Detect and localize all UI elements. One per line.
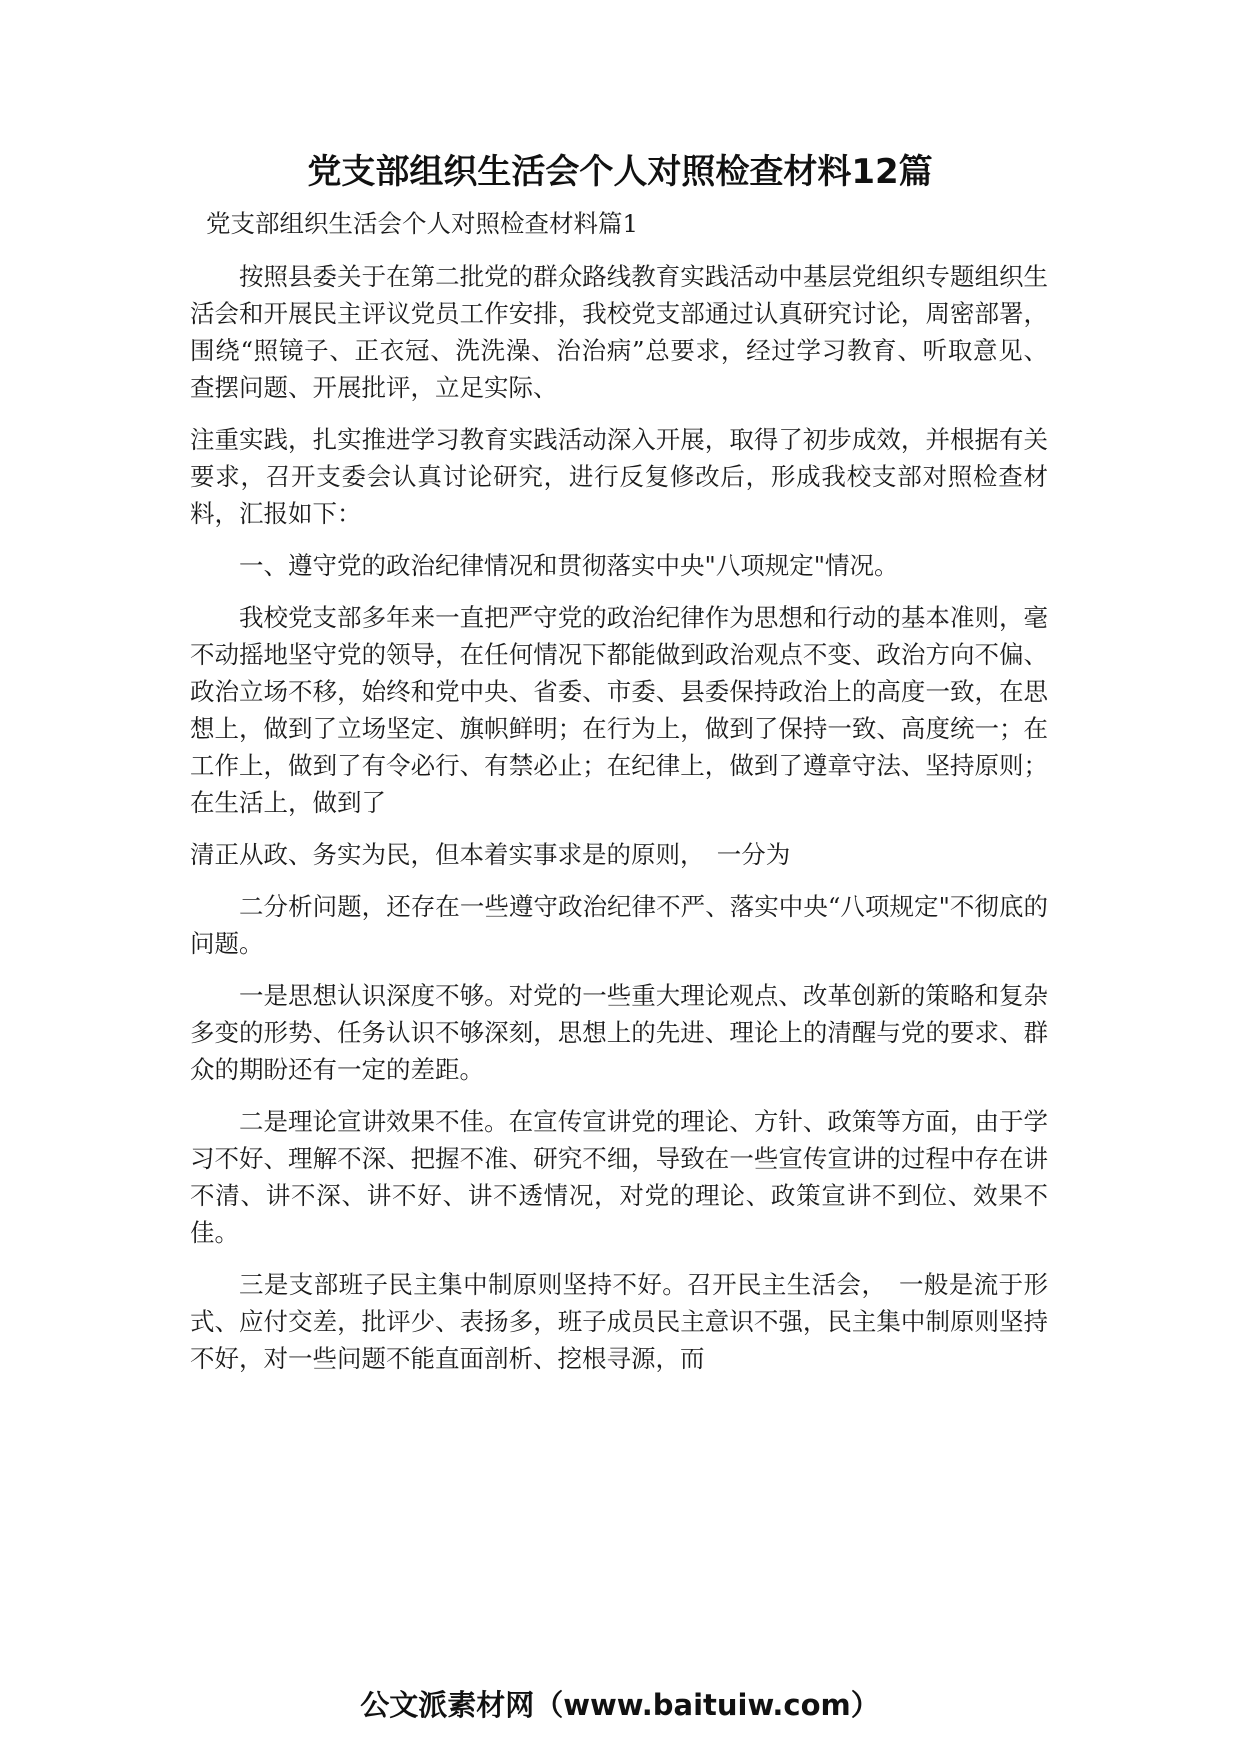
section-heading: 一、遵守党的政治纪律情况和贯彻落实中央"八项规定"情况。	[239, 551, 899, 580]
paragraph: 二分析问题，还存在一些遵守政治纪律不严、落实中央“八项规定"不彻底的问题。	[190, 892, 1048, 958]
paragraph: 注重实践，扎实推进学习教育实践活动深入开展，取得了初步成效，并根据有关要求，召开支委会认真讨论研究，进行反复修改后，形成我校支部对照检查材料，汇报如下：	[190, 425, 1048, 528]
document-title: 党支部组织生活会个人对照检查材料12篇	[307, 152, 933, 192]
footer-watermark: 公文派素材网（www.baituiw.com）	[360, 1688, 880, 1722]
paragraph: 一是思想认识深度不够。对党的一些重大理论观点、改革创新的策略和复杂多变的形势、任务认识不够深刻，思想上的先进、理论上的清醒与党的要求、群众的期盼还有一定的差距。	[190, 981, 1048, 1084]
document-subtitle: 党支部组织生活会个人对照检查材料篇1	[206, 209, 639, 238]
paragraph: 三是支部班子民主集中制原则坚持不好。召开民主生活会， 一般是流于形式、应付交差，批评少、表扬多，班子成员民主意识不强，民主集中制原则坚持不好，对一些问题不能直面剖析、挖根寻源，而	[190, 1270, 1048, 1373]
paragraph: 按照县委关于在第二批党的群众路线教育实践活动中基层党组织专题组织生活会和开展民主评议党员工作安排，我校党支部通过认真研究讨论，周密部署，围绕“照镜子、正衣冠、洗洗澡、治治病”总要求，经过学习教育、听取意见、查摆问题、开展批评，立足实际、	[190, 262, 1048, 402]
paragraph: 二是理论宣讲效果不佳。在宣传宣讲党的理论、方针、政策等方面，由于学习不好、理解不深、把握不准、研究不细，导致在一些宣传宣讲的过程中存在讲不清、讲不深、讲不好、讲不透情况，对党的理论、政策宣讲不到位、效果不佳。	[190, 1107, 1048, 1247]
paragraph: 清正从政、务实为民，但本着实事求是的原则， 一分为	[190, 840, 791, 869]
paragraph: 我校党支部多年来一直把严守党的政治纪律作为思想和行动的基本准则，毫不动摇地坚守党的领导，在任何情况下都能做到政治观点不变、政治方向不偏、政治立场不移，始终和党中央、省委、市委、县委保持政治上的高度一致，在思想上，做到了立场坚定、旗帜鲜明；在行为上，做到了保持一致、高度统一；在工作上，做到了有令必行、有禁必止；在纪律上，做到了遵章守法、坚持原则；在生活上，做到了	[190, 603, 1048, 817]
document-body	[190, 258, 1048, 1392]
